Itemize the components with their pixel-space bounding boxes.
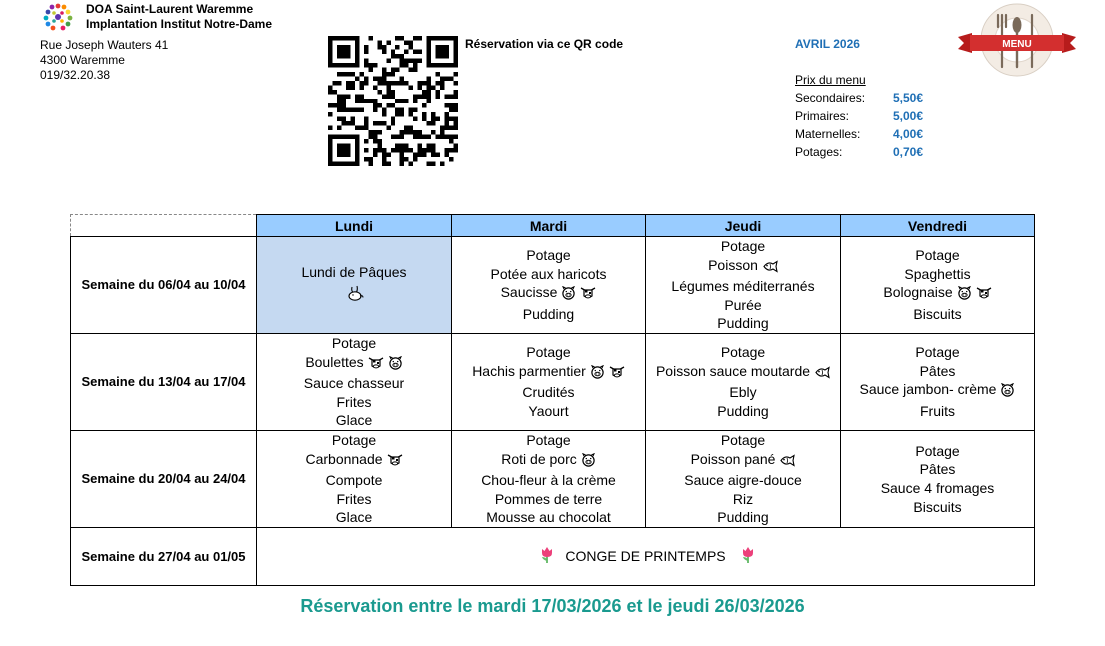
meal-line (452, 431, 645, 450)
meal-line (257, 353, 451, 375)
meal-item: Pommes de terre (494, 490, 603, 507)
meal-line (841, 343, 1034, 362)
meal-item: Chou-fleur à la crème (481, 472, 616, 489)
price-label: Primaires: (795, 109, 850, 123)
meal-item: Pudding (717, 403, 769, 420)
meal-line (257, 374, 451, 393)
meal-line (452, 246, 645, 265)
address-block (40, 38, 168, 83)
meal-cell (452, 430, 646, 527)
meal-item: Potage (915, 442, 960, 459)
price-list (795, 71, 923, 161)
fish-icon (814, 365, 830, 384)
meal-item: Sauce chasseur (303, 375, 405, 392)
meal-item: Boulettes (305, 353, 364, 370)
meal-item: Potage (331, 334, 377, 351)
meal-line (452, 450, 645, 472)
address-city: 4300 Waremme (40, 53, 125, 67)
week-label: Semaine du 06/04 au 10/04 (71, 237, 257, 334)
meal-item: Spaghettis (904, 265, 971, 282)
meal-item: Frites (336, 393, 372, 410)
holiday-week-row (71, 527, 1035, 585)
meal-line (257, 411, 451, 430)
meal-item: Pudding (717, 315, 769, 332)
cow-icon (387, 453, 403, 472)
meal-item: Purée (724, 296, 762, 313)
meal-line (841, 479, 1034, 498)
menu-month: AVRIL 2026 (795, 37, 860, 51)
meal-item: Glace (335, 412, 373, 429)
school-logo-icon (42, 2, 74, 32)
spring-break-label: CONGE DE PRINTEMPS (565, 547, 726, 564)
cow-icon (609, 365, 625, 384)
meal-cell (841, 237, 1035, 334)
meal-item: Sauce 4 fromages (880, 479, 995, 496)
meal-item: Pudding (717, 509, 769, 526)
meal-line (841, 498, 1034, 517)
meal-line (646, 431, 840, 450)
meal-item: Saucisse (500, 284, 558, 301)
organisation-name (86, 2, 272, 32)
tulip-icon (539, 546, 555, 567)
price-value: 5,50€ (892, 91, 923, 105)
day-header-vendredi: Vendredi (841, 215, 1035, 237)
meal-item: Pâtes (919, 362, 956, 379)
qr-label: Réservation via ce QR code (465, 37, 624, 51)
meal-line (646, 314, 840, 333)
meal-line (646, 383, 840, 402)
meal-line (646, 237, 840, 256)
day-header-row (71, 215, 1035, 237)
price-list-title: Prix du menu (795, 73, 866, 87)
meal-line (452, 383, 645, 402)
meal-line (841, 265, 1034, 284)
meal-line (452, 362, 645, 384)
meal-item: Potage (720, 238, 766, 254)
week-row (71, 430, 1035, 527)
week-row (71, 333, 1035, 430)
week-label: Semaine du 27/04 au 01/05 (71, 527, 257, 585)
meal-item: Roti de porc (501, 450, 577, 467)
meal-item: Poisson (708, 256, 758, 273)
meal-item: Potage (331, 431, 377, 448)
meal-line (257, 450, 451, 472)
meal-item: Compote (325, 472, 383, 489)
meal-item: Biscuits (913, 306, 962, 323)
meal-line (452, 343, 645, 362)
meal-item: Riz (732, 490, 754, 507)
meal-item: Sauce aigre-douce (684, 472, 802, 489)
cow-icon (368, 356, 384, 375)
price-row (795, 107, 923, 125)
meal-cell (257, 333, 452, 430)
meal-line (646, 343, 840, 362)
pig-icon (561, 286, 576, 305)
meal-line (646, 450, 840, 472)
meal-item: Potage (526, 431, 571, 448)
meal-item: Poisson pané (690, 450, 776, 467)
day-header-mardi: Mardi (452, 215, 646, 237)
price-label: Secondaires: (795, 91, 866, 105)
meal-line (841, 460, 1034, 479)
meal-item: Carbonnade (305, 450, 383, 467)
week-label: Semaine du 20/04 au 24/04 (71, 430, 257, 527)
meal-item: Légumes méditerranés (671, 278, 815, 295)
holiday-cell (257, 237, 452, 334)
meal-cell (257, 430, 452, 527)
meal-line (646, 508, 840, 527)
meal-line (841, 246, 1034, 265)
meal-line (841, 283, 1034, 305)
address-street: Rue Joseph Wauters 41 (40, 38, 169, 52)
spring-break-cell (257, 527, 1035, 585)
meal-item: Potage (720, 344, 766, 361)
meal-item: Poisson sauce moutarde (655, 362, 811, 379)
tulip-icon (740, 546, 756, 567)
reservation-period: Réservation entre le mardi 17/03/2026 et le jeudi 26/03/2026 (300, 596, 805, 616)
meal-item: Ebly (729, 384, 757, 401)
meal-item: Potée aux haricots (490, 265, 607, 282)
meal-line (452, 402, 645, 421)
meal-item: Potage (915, 247, 960, 264)
meal-line (257, 471, 451, 490)
meal-line (452, 283, 645, 305)
address-phone: 019/32.20.38 (40, 68, 111, 82)
org-line-2: Implantation Institut Notre-Dame (86, 17, 273, 31)
meal-item: Potage (720, 431, 766, 448)
week-label: Semaine du 13/04 au 17/04 (71, 333, 257, 430)
meal-item: Potage (526, 247, 571, 264)
meal-line (452, 490, 645, 509)
fish-icon (779, 453, 795, 472)
weekly-menu-table (70, 214, 1035, 586)
day-header-lundi: Lundi (257, 215, 452, 237)
meal-line (257, 431, 451, 450)
meal-line (452, 508, 645, 527)
meal-line (257, 490, 451, 509)
meal-cell (452, 237, 646, 334)
meal-item: Biscuits (913, 498, 962, 515)
meal-line (257, 393, 451, 412)
meal-item: Frites (336, 490, 372, 507)
meal-line (257, 261, 451, 283)
meal-item: Hachis parmentier (472, 362, 586, 379)
price-row (795, 125, 923, 143)
meal-item: Fruits (920, 403, 955, 420)
meal-line (646, 277, 840, 296)
menu-badge-icon (958, 3, 1076, 77)
rabbit-icon (347, 284, 365, 308)
cow-icon (580, 286, 596, 305)
org-line-1: DOA Saint-Laurent Waremme (86, 2, 254, 16)
meal-line (646, 296, 840, 315)
meal-item: Lundi de Pâques (301, 264, 407, 281)
price-value: 4,00€ (892, 127, 923, 141)
pig-icon (581, 453, 596, 472)
meal-item: Pudding (522, 306, 575, 323)
price-row (795, 143, 923, 161)
meal-line (841, 305, 1034, 324)
fish-icon (762, 259, 778, 278)
day-header-jeudi: Jeudi (646, 215, 841, 237)
meal-line (841, 442, 1034, 461)
meal-item: Crudités (522, 384, 575, 401)
meal-line (257, 283, 451, 308)
meal-item: Sauce jambon- crème (859, 381, 997, 398)
meal-cell (646, 430, 841, 527)
price-label: Maternelles: (795, 127, 861, 141)
meal-item: Potage (915, 344, 960, 361)
meal-cell (841, 430, 1035, 527)
pig-icon (1000, 383, 1015, 402)
menu-badge-label: MENU (1002, 39, 1032, 50)
meal-cell (452, 333, 646, 430)
price-row (795, 89, 923, 107)
price-value: 5,00€ (892, 109, 923, 123)
table-corner (71, 215, 257, 237)
meal-item: Yaourt (528, 403, 569, 420)
price-value: 0,70€ (892, 145, 923, 159)
meal-line (452, 471, 645, 490)
meal-line (452, 305, 645, 324)
meal-line (841, 380, 1034, 402)
meal-item: Glace (335, 509, 373, 526)
meal-line (452, 265, 645, 284)
meal-cell (841, 333, 1035, 430)
meal-line (646, 362, 840, 384)
qr-code[interactable] (328, 36, 458, 166)
week-row (71, 237, 1035, 334)
meal-item: Mousse au chocolat (486, 509, 611, 526)
pig-icon (590, 365, 605, 384)
meal-item: Potage (526, 344, 571, 361)
cow-icon (976, 286, 992, 305)
meal-line (841, 402, 1034, 421)
meal-item: Bolognaise (883, 284, 953, 301)
pig-icon (388, 356, 403, 375)
meal-cell (646, 333, 841, 430)
meal-line (646, 402, 840, 421)
pig-icon (957, 286, 972, 305)
meal-line (646, 471, 840, 490)
meal-line (841, 362, 1034, 381)
meal-line (646, 256, 840, 278)
meal-line (646, 490, 840, 509)
meal-line (257, 508, 451, 527)
meal-item: Pâtes (919, 461, 956, 478)
price-label: Potages: (795, 145, 843, 159)
meal-line (257, 334, 451, 353)
meal-cell (646, 237, 841, 334)
